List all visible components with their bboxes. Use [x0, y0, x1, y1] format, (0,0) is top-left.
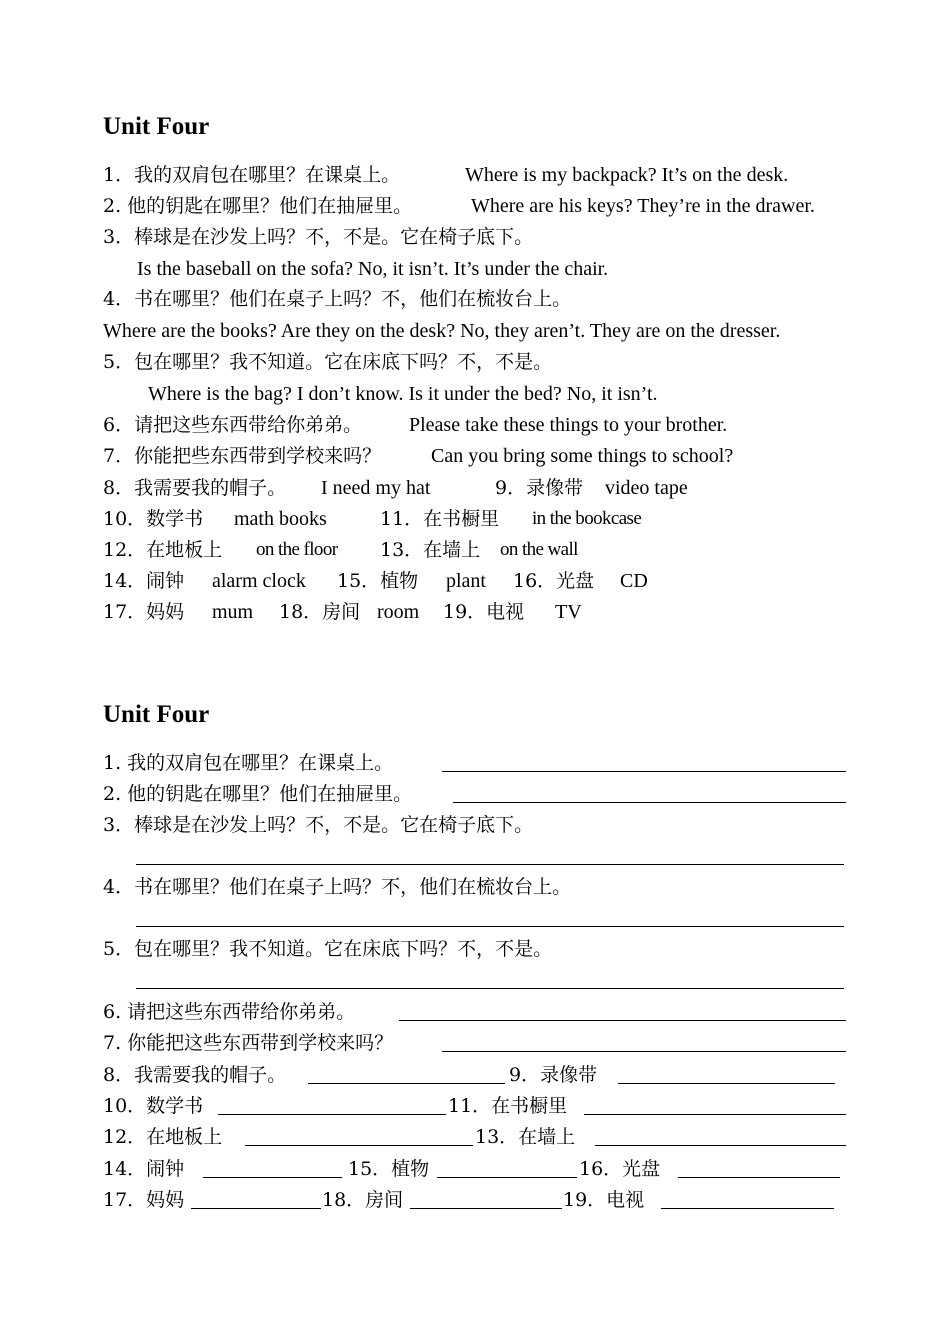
s1-line-2-en: Where are his keys? They’re in the drawer.: [471, 195, 815, 217]
vocab-12-en: on the floor: [256, 539, 338, 560]
s1-line-4-en: Is the baseball on the sofa? No, it isn’t. It’s under the chair.: [137, 258, 609, 280]
vocab-10-cn: 10．数学书: [103, 508, 204, 530]
answer-blank-1[interactable]: [442, 771, 846, 772]
answer-blank-11[interactable]: [584, 1114, 846, 1115]
answer-blank-10[interactable]: [218, 1114, 446, 1115]
section-1-title: Unit Four: [103, 113, 210, 140]
answer-blank-4[interactable]: [136, 926, 844, 927]
s2-line-5-cn: 5．包在哪里？我不知道。它在床底下吗？不，不是。: [103, 938, 553, 960]
answer-blank-14[interactable]: [203, 1177, 342, 1178]
vocab-19-en: TV: [555, 601, 582, 623]
answer-blank-7[interactable]: [442, 1051, 846, 1052]
vocab-17-cn: 17．妈妈: [103, 601, 185, 623]
s1-line-3-cn: 3．棒球是在沙发上吗？不，不是。它在椅子底下。: [103, 226, 534, 248]
s2-vocab-15: 15．植物: [348, 1158, 430, 1180]
s2-vocab-11: 11．在书橱里: [448, 1095, 568, 1117]
s2-vocab-14: 14．闹钟: [103, 1158, 185, 1180]
vocab-8-cn: 8．我需要我的帽子。: [103, 477, 287, 499]
vocab-13-en: on the wall: [500, 539, 578, 560]
answer-blank-5[interactable]: [136, 988, 844, 989]
s1-line-6-en: Where are the books? Are they on the desk? No, they aren’t. They are on the dresser.: [103, 320, 781, 342]
vocab-16-en: CD: [620, 570, 648, 592]
vocab-14-cn: 14．闹钟: [103, 570, 185, 592]
s2-line-6-cn: 6. 请把这些东西带给你弟弟。: [103, 1001, 356, 1023]
s2-vocab-8: 8．我需要我的帽子。: [103, 1064, 287, 1086]
answer-blank-13[interactable]: [595, 1145, 846, 1146]
s1-line-1-en: Where is my backpack? It’s on the desk.: [465, 164, 789, 186]
answer-blank-2[interactable]: [453, 802, 846, 803]
vocab-19-cn: 19．电视: [443, 601, 525, 623]
vocab-18-cn: 18．房间: [279, 601, 361, 623]
s1-line-1-cn: 1．我的双肩包在哪里？在课桌上。: [103, 164, 401, 186]
vocab-15-en: plant: [446, 570, 486, 592]
answer-blank-3[interactable]: [136, 864, 844, 865]
answer-blank-6[interactable]: [399, 1020, 846, 1021]
vocab-12-cn: 12．在地板上: [103, 539, 223, 561]
s2-vocab-16: 16．光盘: [579, 1158, 661, 1180]
s2-vocab-9: 9．录像带: [509, 1064, 598, 1086]
answer-blank-8[interactable]: [308, 1083, 505, 1084]
s1-line-10-en: Can you bring some things to school?: [431, 445, 734, 467]
answer-blank-19[interactable]: [661, 1208, 834, 1209]
s1-line-2-cn: 2. 他的钥匙在哪里？他们在抽屉里。: [103, 195, 413, 217]
s2-line-3-cn: 3．棒球是在沙发上吗？不，不是。它在椅子底下。: [103, 814, 534, 836]
vocab-13-cn: 13．在墙上: [380, 539, 481, 561]
s2-line-2-cn: 2. 他的钥匙在哪里？他们在抽屉里。: [103, 783, 413, 805]
vocab-17-en: mum: [212, 601, 254, 623]
s2-vocab-12: 12．在地板上: [103, 1126, 223, 1148]
s2-vocab-19: 19．电视: [563, 1189, 645, 1211]
answer-blank-9[interactable]: [618, 1083, 835, 1084]
s1-line-9-cn: 6．请把这些东西带给你弟弟。: [103, 414, 363, 436]
vocab-8-en: I need my hat: [321, 477, 431, 499]
s2-vocab-13: 13．在墙上: [475, 1126, 576, 1148]
s2-line-7-cn: 7. 你能把这些东西带到学校来吗？: [103, 1032, 394, 1054]
s1-line-8-en: Where is the bag? I don’t know. Is it under the bed? No, it isn’t.: [148, 383, 658, 405]
answer-blank-17[interactable]: [191, 1208, 321, 1209]
answer-blank-15[interactable]: [437, 1177, 577, 1178]
s2-vocab-17: 17．妈妈: [103, 1189, 185, 1211]
vocab-11-en: in the bookcase: [532, 508, 642, 529]
vocab-9-en: video tape: [605, 477, 688, 499]
vocab-11-cn: 11．在书橱里: [380, 508, 500, 530]
vocab-18-en: room: [377, 601, 420, 623]
s1-line-7-cn: 5．包在哪里？我不知道。它在床底下吗？不，不是。: [103, 351, 553, 373]
vocab-10-en: math books: [234, 508, 327, 530]
s2-line-1-cn: 1. 我的双肩包在哪里？在课桌上。: [103, 752, 394, 774]
s2-vocab-18: 18．房间: [322, 1189, 404, 1211]
s1-line-10-cn: 7．你能把些东西带到学校来吗？: [103, 445, 382, 467]
answer-blank-16[interactable]: [678, 1177, 840, 1178]
s2-vocab-10: 10．数学书: [103, 1095, 204, 1117]
s1-line-5-cn: 4．书在哪里？他们在桌子上吗？不，他们在梳妆台上。: [103, 288, 572, 310]
vocab-9-cn: 9．录像带: [495, 477, 584, 499]
vocab-14-en: alarm clock: [212, 570, 306, 592]
s1-line-9-en: Please take these things to your brother.: [409, 414, 728, 436]
answer-blank-12[interactable]: [245, 1145, 473, 1146]
answer-blank-18[interactable]: [410, 1208, 562, 1209]
s2-line-4-cn: 4．书在哪里？他们在桌子上吗？不，他们在梳妆台上。: [103, 876, 572, 898]
vocab-15-cn: 15．植物: [337, 570, 419, 592]
vocab-16-cn: 16．光盘: [513, 570, 595, 592]
section-2-title: Unit Four: [103, 701, 210, 728]
